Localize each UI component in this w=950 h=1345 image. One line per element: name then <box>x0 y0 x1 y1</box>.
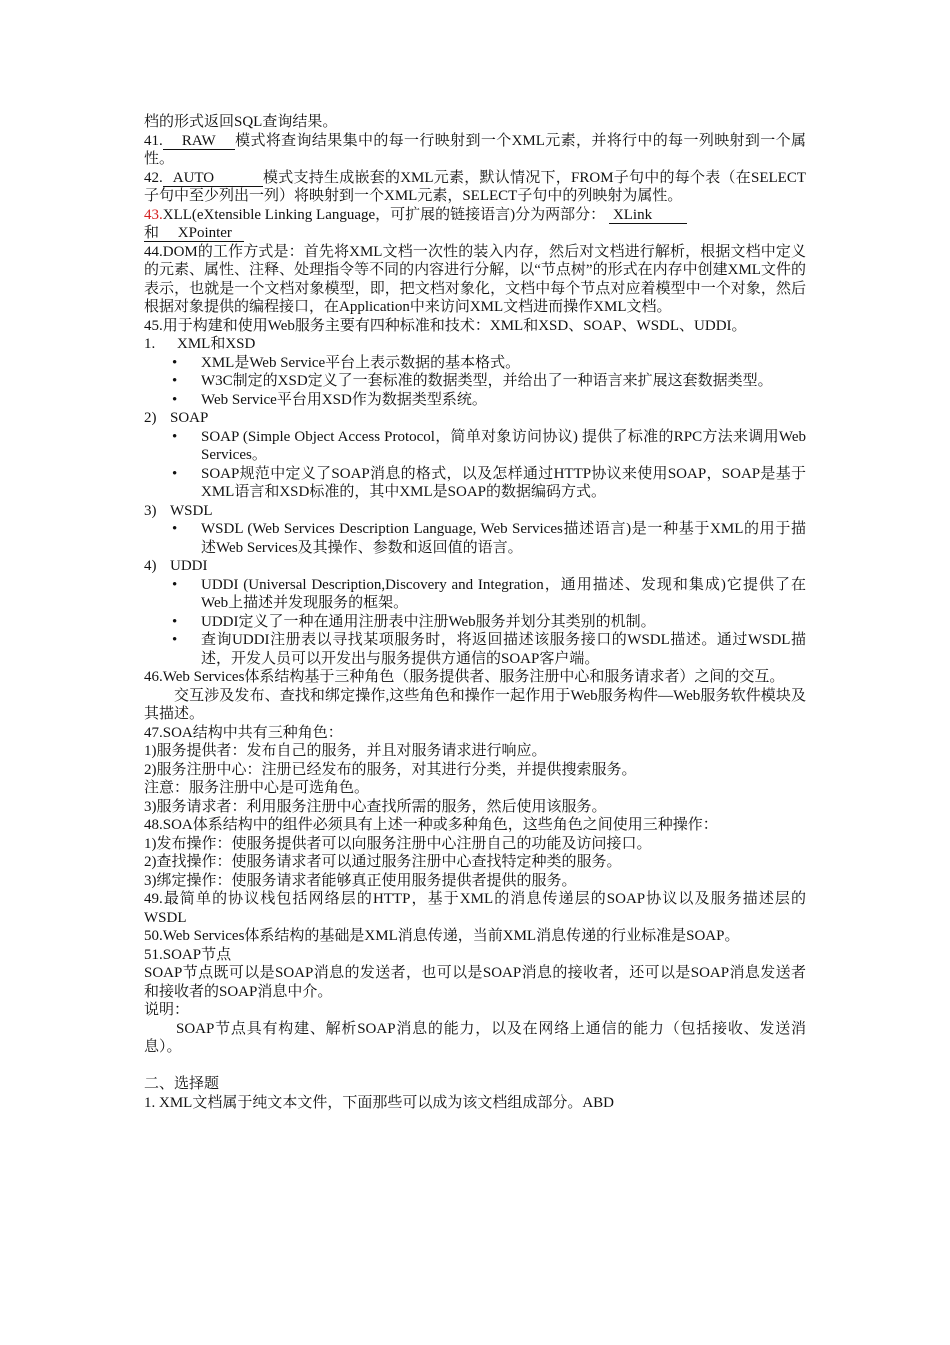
question-45: 45.用于构建和使用Web服务主要有四种标准和技术：XML和XSD、SOAP、WSDL、UDDI。 <box>144 317 747 334</box>
question-51: 51.SOAP节点 <box>144 946 232 963</box>
subsection-uddi: 4) UDDI <box>144 558 208 574</box>
question-49: 49.最简单的协议栈包括网络层的HTTP，基于XML的消息传递层的SOAP协议以及服务描述层的WSDL <box>144 891 806 926</box>
bullet-list <box>144 520 806 557</box>
document-body <box>144 113 806 1112</box>
answer-blank: XLink <box>609 207 687 224</box>
subsection-soap: 2) SOAP <box>144 410 209 426</box>
question-number: 41. <box>144 132 163 149</box>
answer-blank: RAW <box>163 133 235 150</box>
question-51-detail: SOAP节点具有构建、解析SOAP消息的能力，以及在网络上通信的能力（包括接收、发送消息）。 <box>144 1020 806 1055</box>
list-item: • SOAP (Simple Object Access Protocol，简单对象访问协议) 提供了标准的RPC方法来调用Web Services。 <box>144 428 806 465</box>
question-51-note: 说明： <box>144 1002 190 1018</box>
operation-bind: 3)绑定操作：使服务请求者能够真正使用服务提供者提供的服务。 <box>144 872 577 889</box>
question-text: 模式将查询结果集中的每一行映射到一个XML元素，并将行中的每一列映射到一个属性。 <box>144 132 806 167</box>
question-50: 50.Web Services体系结构的基础是XML消息传递，当前XML消息传递的行业标准是SOAP。 <box>144 928 740 944</box>
question-number: 43. <box>144 206 163 223</box>
answer-blank-second: 和 XPointer <box>144 225 244 242</box>
question-47: 47.SOA结构中共有三种角色： <box>144 724 343 741</box>
subsection-wsdl: 3) WSDL <box>144 502 213 519</box>
role-registry: 2)服务注册中心：注册已经发布的服务，对其进行分类，并提供搜索服务。 <box>144 761 637 778</box>
question-48: 48.SOA体系结构中的组件必须具有上述一种或多种角色，这些角色之间使用三种操作： <box>144 817 718 833</box>
operation-publish: 1)发布操作：使服务提供者可以向服务注册中心注册自己的功能及访问接口。 <box>144 835 652 852</box>
question-text: XLL(eXtensible Linking Language，可扩展的链接语言)分为两部分： <box>162 206 606 223</box>
operation-find: 2)查找操作：使服务请求者可以通过服务注册中心查找特定种类的服务。 <box>144 854 622 870</box>
list-item: • UDDI定义了一种在通用注册表中注册Web服务并划分其类别的机制。 <box>144 613 806 632</box>
list-item: • SOAP规范中定义了SOAP消息的格式，以及怎样通过HTTP协议来使用SOAP，SOAP是基于XML语言和XSD标准的，其中XML是SOAP的数据编码方式。 <box>144 465 806 502</box>
question-43 <box>144 206 806 243</box>
question-46: 46.Web Services体系结构基于三种角色（服务提供者、服务注册中心和服务请求者）之间的交互。 <box>144 669 785 685</box>
role-provider: 1)服务提供者：发布自己的服务，并且对服务请求进行响应。 <box>144 743 547 759</box>
choice-question-1: 1. XML文档属于纯文本文件，下面那些可以成为该文档组成部分。ABD <box>144 1094 615 1111</box>
role-note: 注意：服务注册中心是可选角色。 <box>144 780 370 796</box>
question-51-text: SOAP节点既可以是SOAP消息的发送者，也可以是SOAP消息的接收者，还可以是SOAP消息发送者和接收者的SOAP消息中介。 <box>144 965 806 1000</box>
list-item: • W3C制定的XSD定义了一套标准的数据类型，并给出了一种语言来扩展这套数据类型。 <box>144 372 806 391</box>
question-42 <box>144 169 806 206</box>
list-item: • WSDL (Web Services Description Language, Web Services描述语言)是一种基于XML的用于描述Web Services及其操作、参数和返回值的语言。 <box>144 520 806 557</box>
answer-blank: AUTO <box>163 170 263 187</box>
question-44: 44.DOM的工作方式是：首先将XML文档一次性的装入内存，然后对文档进行解析，根据文档中定义的元素、属性、注释、处理指令等不同的内容进行分解，以“节点树”的形式在内存中创建XML文件的表示，也就是一个文档对象模型，即，把文档对象化，文档中每个节点对应着模型中一个对象，然后根据对象提供的编程接口，在Application中来访问XML文档进而操作XML文档。 <box>144 243 806 315</box>
list-item: • XML是Web Service平台上表示数据的基本格式。 <box>144 354 806 373</box>
list-item: • Web Service平台用XSD作为数据类型系统。 <box>144 391 806 410</box>
question-number: 42. <box>144 169 163 186</box>
section-heading: 二、选择题 <box>144 1076 220 1092</box>
bullet-list <box>144 576 806 669</box>
list-item: • 查询UDDI注册表以寻找某项服务时，将返回描述该服务接口的WSDL描述。通过WSDL描述，开发人员可以开发出与服务提供方通信的SOAP客户端。 <box>144 631 806 668</box>
paragraph-continuation: 档的形式返回SQL查询结果。 <box>144 114 338 130</box>
question-text: 模式支持生成嵌套的XML元素，默认情况下，FROM子句中的每个表（在SELECT子句中至少列出一列）将映射到一个XML元素，SELECT子句中的列映射为属性。 <box>144 169 806 204</box>
role-requester: 3)服务请求者：利用服务注册中心查找所需的服务，然后使用该服务。 <box>144 798 607 815</box>
question-41 <box>144 132 806 169</box>
list-item: • UDDI (Universal Description,Discovery and Integration，通用描述、发现和集成)它提供了在Web上描述并发现服务的框架。 <box>144 576 806 613</box>
subsection-xml-xsd: 1. XML和XSD <box>144 336 256 352</box>
bullet-list <box>144 428 806 502</box>
spacer <box>144 1057 806 1076</box>
bullet-list <box>144 354 806 410</box>
question-46-detail: 交互涉及发布、查找和绑定操作,这些角色和操作一起作用于Web服务构件—Web服务软件模块及其描述。 <box>144 687 806 722</box>
